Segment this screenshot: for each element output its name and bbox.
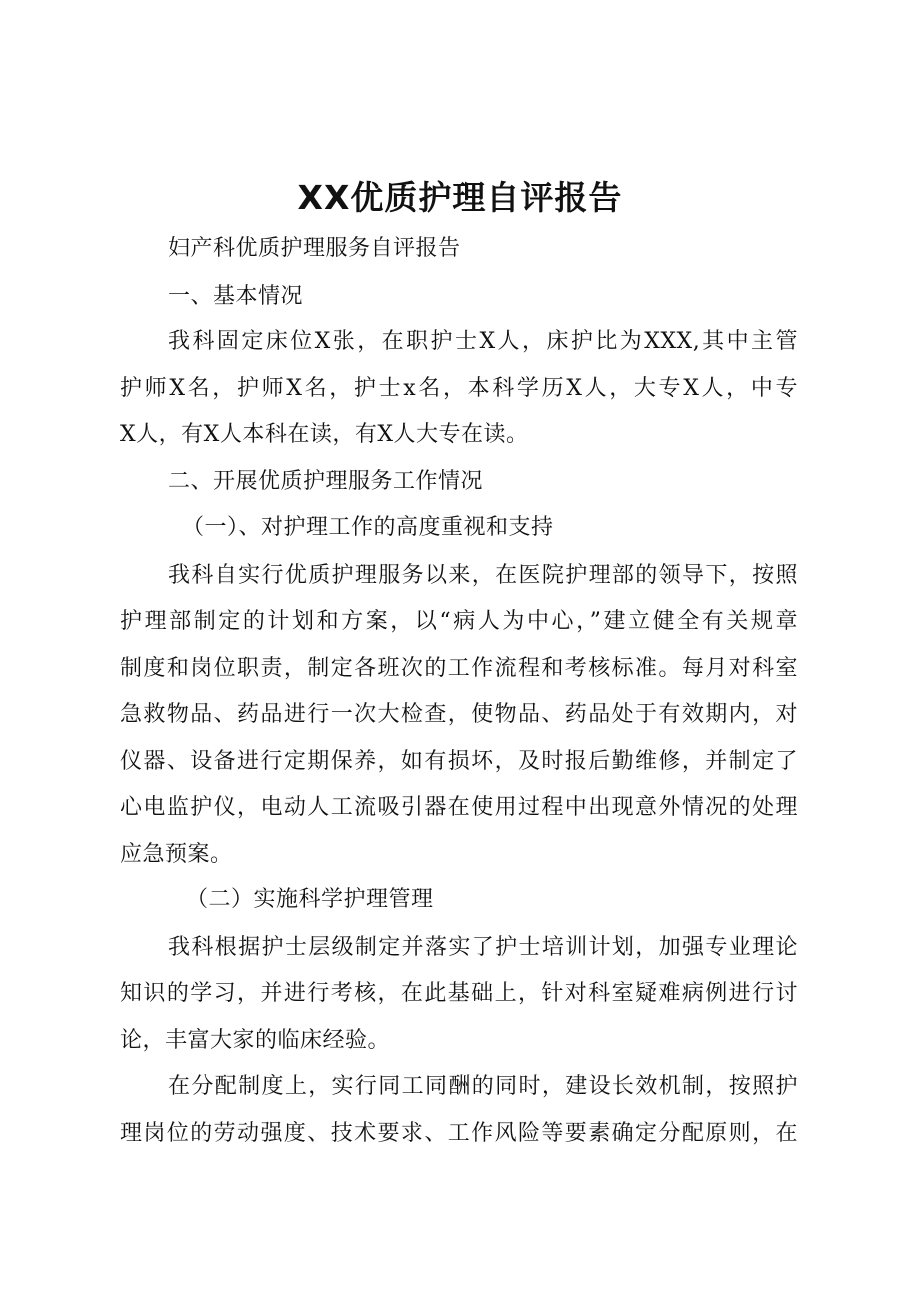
paragraph-line: 在分配制度上，实行同工同酬的同时，建设长效机制，按照护 [168, 1074, 798, 1099]
subtitle-line: 妇产科优质护理服务自评报告 [168, 236, 461, 261]
paragraph-line: 护理部制定的计划和方案，以“病人为中心，”建立健全有关规章 [120, 609, 798, 634]
document-title: XX优质护理自评报告 [297, 178, 623, 217]
paragraph-line: 知识的学习，并进行考核，在此基础上，针对科室疑难病例进行讨 [120, 981, 798, 1006]
paragraph-line: 我科根据护士层级制定并落实了护士培训计划，加强专业理论 [168, 935, 798, 960]
paragraph-line: 我科固定床位X张，在职护士X人，床护比为XXX,其中主管 [168, 329, 798, 354]
paragraph-line: 仪器、设备进行定期保养，如有损坏，及时报后勤维修，并制定了 [120, 749, 798, 774]
paragraph-line: 应急预案。 [120, 842, 233, 867]
paragraph-line: 心电监护仪，电动人工流吸引器在使用过程中出现意外情况的处理 [120, 795, 798, 820]
paragraph-line: 我科自实行优质护理服务以来，在医院护理部的领导下，按照 [168, 563, 798, 588]
subsection-heading-1: （一）、对护理工作的高度重视和支持 [182, 515, 554, 540]
paragraph-line: 理岗位的劳动强度、技术要求、工作风险等要素确定分配原则，在 [120, 1121, 798, 1146]
paragraph-line: 制度和岗位职责，制定各班次的工作流程和考核标准。每月对科室 [120, 656, 798, 681]
paragraph-line: 急救物品、药品进行一次大检查，使物品、药品处于有效期内，对 [120, 702, 798, 727]
section-heading-2: 二、开展优质护理服务工作情况 [168, 469, 484, 494]
subsection-heading-2: （二）实施科学护理管理 [186, 887, 434, 912]
paragraph-line: X人，有X人本科在读，有X人大专在读。 [120, 422, 529, 447]
paragraph-line: 论，丰富大家的临床经验。 [120, 1028, 391, 1053]
paragraph-line: 护师X名，护师X名，护士x名，本科学历X人，大专X人，中专 [120, 376, 798, 401]
section-heading-1: 一、基本情况 [168, 284, 304, 309]
